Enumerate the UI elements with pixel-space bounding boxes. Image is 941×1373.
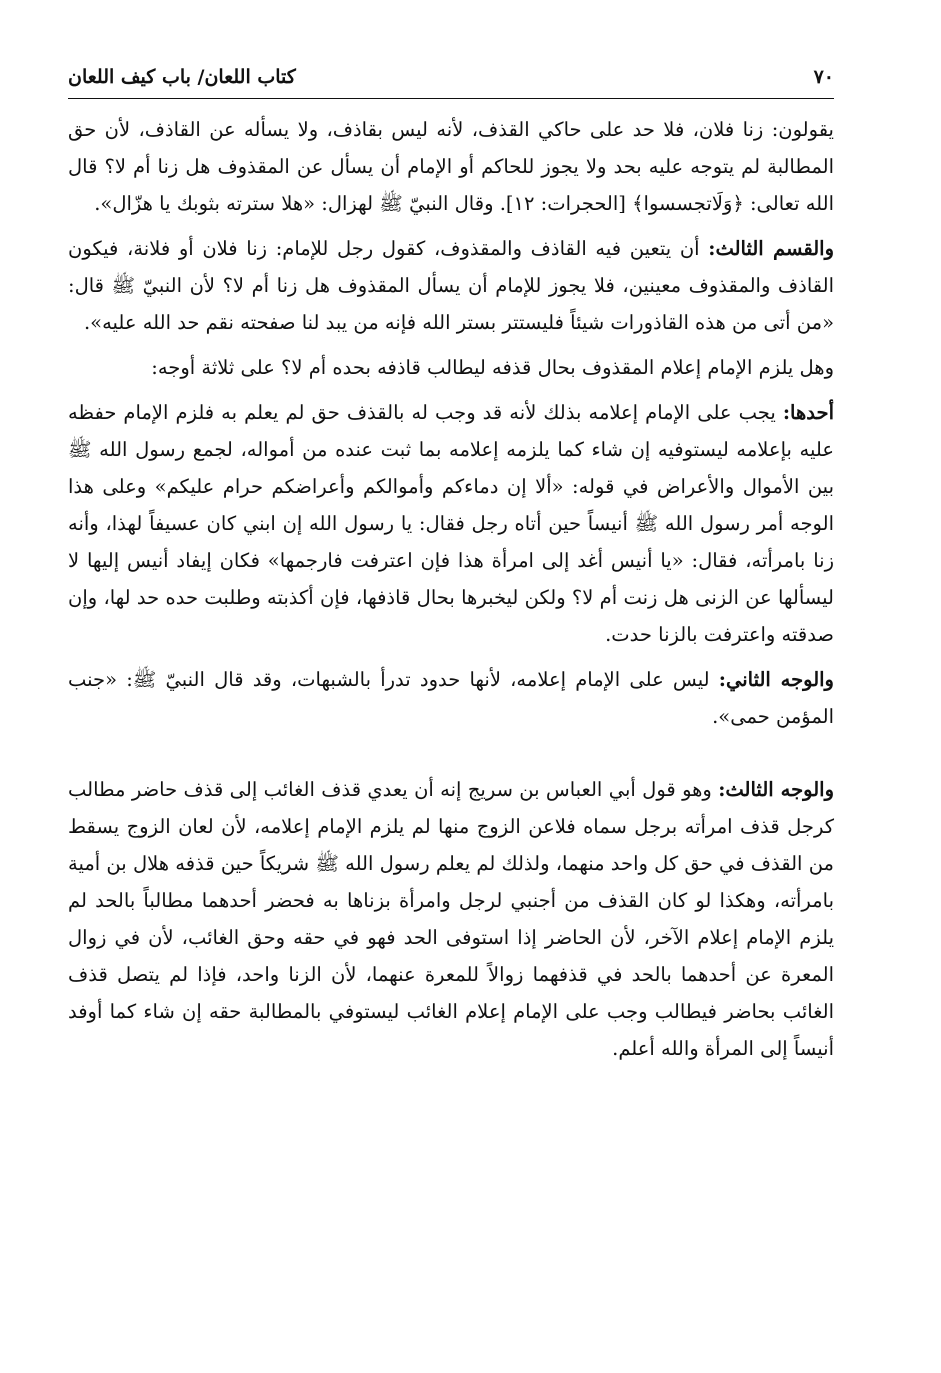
paragraph-4 <box>68 394 834 653</box>
paragraph-6 <box>68 771 834 1067</box>
page-number: ٧٠ <box>813 66 834 88</box>
paragraph-text: ليس على الإمام إعلامه، لأنها حدود تدرأ بالشبهات، وقد قال النبيّ ﷺ: «جنب المؤمن حمى». <box>68 668 834 728</box>
paragraph-3 <box>68 349 834 386</box>
section-label: والوجه الثاني: <box>718 668 834 691</box>
paragraph-text: أن يتعين فيه القاذف والمقذوف، كقول رجل للإمام: زنا فلان أو فلانة، فيكون القاذف والمقذوف معينين، فلا يجوز للإمام أن يسأل المقذوف هل زنا أم لا؟ لأن النبيّ ﷺ قال: «من أتى من هذه القاذورات شيئاً فليستتر بستر الله فإنه من يبد لنا صفحته نقم حد الله عليه». <box>68 237 834 334</box>
section-label: والوجه الثالث: <box>718 778 834 801</box>
page-header <box>68 62 834 99</box>
running-title: كتاب اللعان/ باب كيف اللعان <box>68 66 296 88</box>
paragraph-5 <box>68 661 834 735</box>
paragraph-2 <box>68 230 834 341</box>
paragraph-1 <box>68 111 834 222</box>
section-label: أحدها: <box>782 401 834 424</box>
body-text <box>68 111 834 1067</box>
paragraph-text: يقولون: زنا فلان، فلا حد على حاكي القذف، لأنه ليس بقاذف، ولا يسأله عن القاذف، لأن حق المطالبة لم يتوجه عليه بحد ولا يجوز للحاكم أو الإمام أن يسأل عن المقذوف هل زنا أم لا؟ قال الله تعالى: ﴿وَلَاتجسسوا﴾ [الحجرات: ١٢]. وقال النبيّ ﷺ لهزال: «هلا سترته بثوبك يا هزّال». <box>68 118 834 215</box>
paragraph-text: وهو قول أبي العباس بن سريج إنه أن يعدي قذف الغائب إلى قذف حاضر مطالب كرجل قذف امرأته برجل سماه فلاعن الزوج منها لم يلزم الإمام إعلامه، لأن لعان الزوج يسقط من القذف في حق كل واحد منهما، ولذلك لم يعلم رسول الله ﷺ شريكاً حين قذفه هلال بن أمية بامرأته، وهكذا لو كان القذف من أجنبي لرجل وامرأة بزناها به فحضر أحدهما مطالباً بالحد لم يلزم الإمام إعلام الآخر، لأن الحاضر إذا استوفى الحد فهو في حقه وحق الغائب، لأن في زوال المعرة عن أحدهما بالحد في قذفهما زوالاً للمعرة عنهما، لأن الزنا واحد، فإذا لم يتصل قذف الغائب بحاضر فيطالب وجب على الإمام إعلام الغائب ليستوفي بالمطالبة حقه إن شاء كما أوفد أنيساً إلى المرأة والله أعلم. <box>68 778 834 1060</box>
section-label: والقسم الثالث: <box>708 237 834 260</box>
paragraph-text: يجب على الإمام إعلامه بذلك لأنه قد وجب له بالقذف حق لم يعلم به فلزم الإمام حفظه عليه بإعلامه ليستوفيه إن شاء كما يلزمه إعلامه بما ثبت عنده من أمواله، لجمع رسول الله ﷺ بين الأموال والأعراض في قوله: «ألا إن دماءكم وأموالكم وأعراضكم حرام عليكم» وعلى هذا الوجه أمر رسول الله ﷺ أنيساً حين أتاه رجل فقال: يا رسول الله إن ابني كان عسيفاً لهذا، وأنه زنا بامرأته، فقال: «يا أنيس أغد إلى امرأة هذا فإن اعترفت فارجمها» فكان إيفاد أنيس إليها لا ليسألها عن الزنى هل زنت أم لا؟ ولكن ليخبرها بحال قاذفها، فإن أكذبته وطلبت حده حد لها، وإن صدقته واعترفت بالزنا حدت. <box>68 401 834 646</box>
paragraph-text: وهل يلزم الإمام إعلام المقذوف بحال قذفه ليطالب قاذفه بحده أم لا؟ على ثلاثة أوجه: <box>151 356 834 379</box>
